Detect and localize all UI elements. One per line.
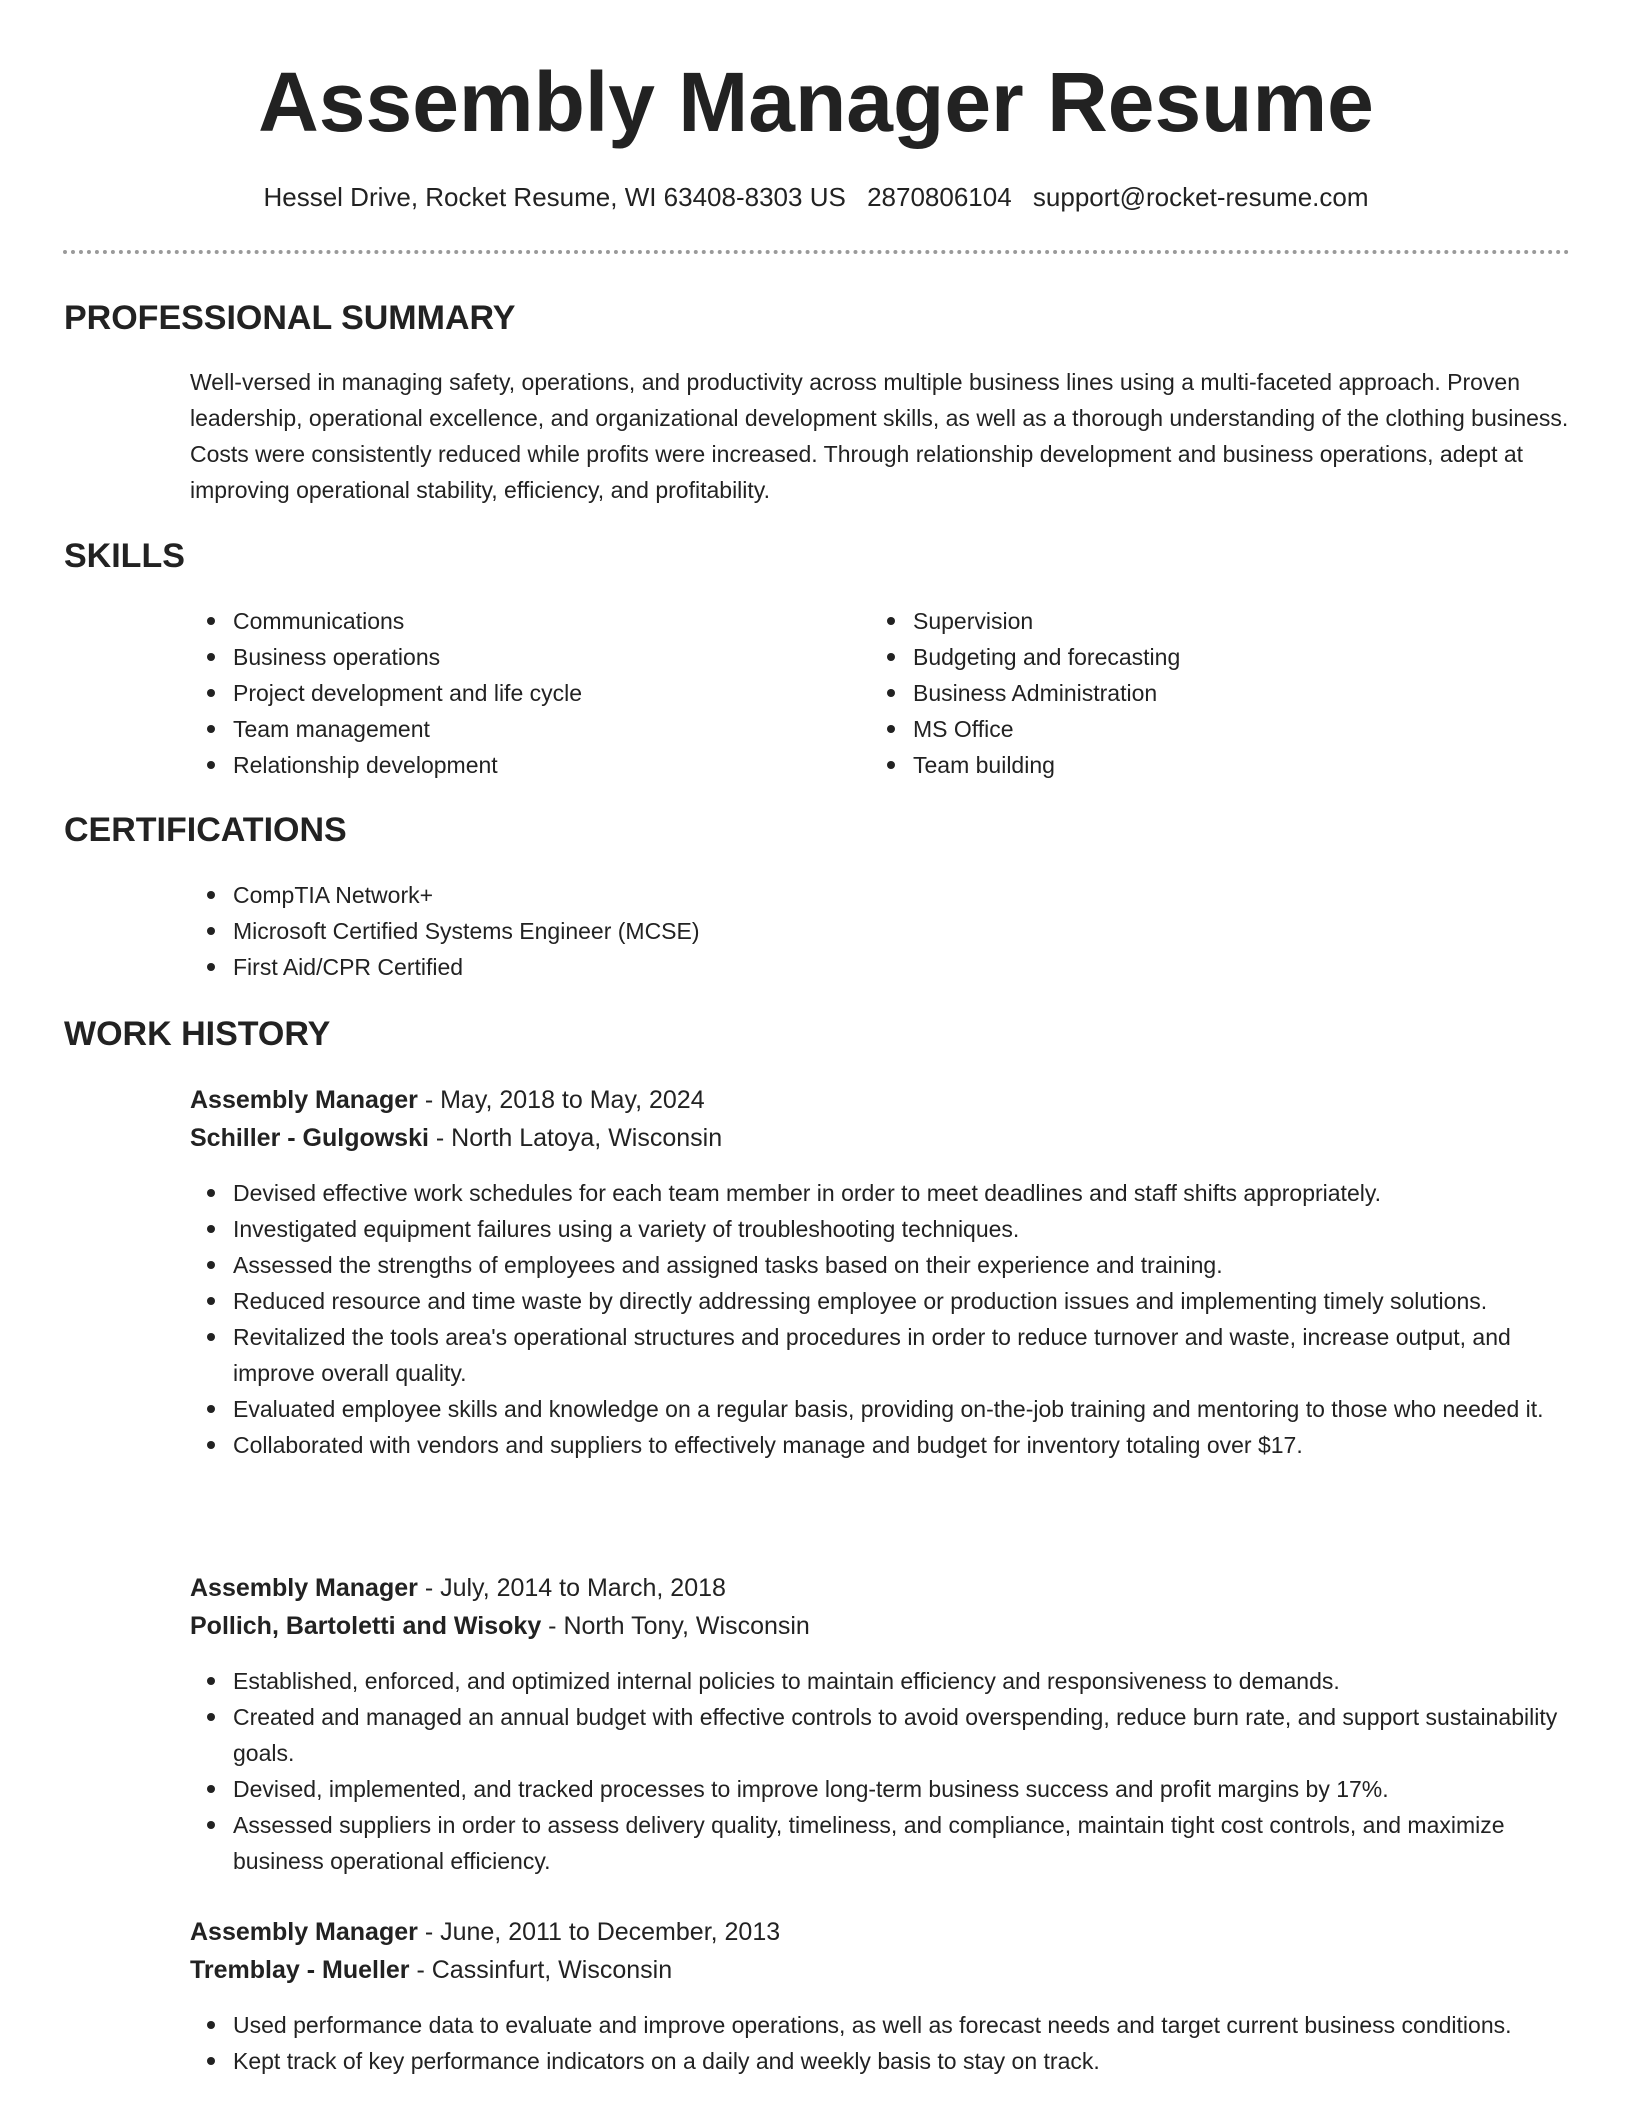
job-company-line xyxy=(190,1119,1570,1157)
job-title: Assembly Manager xyxy=(190,1574,418,1602)
job-company-line xyxy=(190,1951,1570,1989)
skill-item: Supervision xyxy=(870,603,1520,639)
job-duty: Created and managed an annual budget with effective controls to avoid overspending, reduce burn rate, and support sustainability goals. xyxy=(190,1699,1570,1771)
certification-item: CompTIA Network+ xyxy=(190,877,1570,913)
job-title: Assembly Manager xyxy=(190,1918,418,1946)
job-duty: Established, enforced, and optimized internal policies to maintain efficiency and responsiveness to demands. xyxy=(190,1663,1570,1699)
skills-heading: SKILLS xyxy=(64,537,185,575)
certification-item: Microsoft Certified Systems Engineer (MCSE) xyxy=(190,913,1570,949)
job-duties-list xyxy=(190,2007,1570,2079)
job-title-line xyxy=(190,1569,1570,1607)
skill-item: Team building xyxy=(870,747,1520,783)
job-duty: Evaluated employee skills and knowledge on a regular basis, providing on-the-job training and mentoring to those who needed it. xyxy=(190,1391,1570,1427)
job-duty: Assessed suppliers in order to assess delivery quality, timeliness, and compliance, maintain tight cost controls, and maximize business operational efficiency. xyxy=(190,1807,1570,1879)
job-duties-list xyxy=(190,1175,1570,1463)
contact-address: Hessel Drive, Rocket Resume, WI 63408-8303 US xyxy=(263,182,846,212)
job-company: Pollich, Bartoletti and Wisoky xyxy=(190,1612,542,1640)
contact-email: support@rocket-resume.com xyxy=(1032,182,1369,212)
skill-item: Communications xyxy=(190,603,840,639)
summary-text: Well-versed in managing safety, operations, and productivity across multiple business lines using a multi-faceted approach. Proven leadership, operational excellence, and organizational development skills, as well as a thorough understanding of the clothing business. Costs were consistently reduced while profits were increased. Through relationship development and business operations, adept at improving operational stability, efficiency, and profitability. xyxy=(190,369,1569,503)
job-location: - Cassinfurt, Wisconsin xyxy=(409,1956,673,1984)
job-duties-list xyxy=(190,1663,1570,1879)
job-title: Assembly Manager xyxy=(190,1086,418,1114)
job-duty: Devised, implemented, and tracked processes to improve long-term business success and profit margins by 17%. xyxy=(190,1771,1570,1807)
certification-item: First Aid/CPR Certified xyxy=(190,949,1570,985)
job-dates: - May, 2018 to May, 2024 xyxy=(417,1086,705,1114)
job-duty: Kept track of key performance indicators on a daily and weekly basis to stay on track. xyxy=(190,2043,1570,2079)
job-dates: - June, 2011 to December, 2013 xyxy=(417,1918,781,1946)
work-history-heading: WORK HISTORY xyxy=(64,1015,331,1053)
job-duty: Devised effective work schedules for each team member in order to meet deadlines and staff shifts appropriately. xyxy=(190,1175,1570,1211)
contact-phone: 2870806104 xyxy=(867,182,1012,212)
job-location: - North Latoya, Wisconsin xyxy=(428,1124,723,1152)
certifications-list xyxy=(190,877,1570,985)
job-duty: Used performance data to evaluate and improve operations, as well as forecast needs and target current business conditions. xyxy=(190,2007,1570,2043)
skill-item: Business operations xyxy=(190,639,840,675)
contact-line xyxy=(0,180,1632,214)
job-company: Tremblay - Mueller xyxy=(190,1956,410,1984)
resume-title: Assembly Manager Resume xyxy=(258,55,1374,149)
job-company: Schiller - Gulgowski xyxy=(190,1124,429,1152)
skill-item: Business Administration xyxy=(870,675,1520,711)
skill-item: Project development and life cycle xyxy=(190,675,840,711)
job-duty: Revitalized the tools area's operational structures and procedures in order to reduce turnover and waste, increase output, and improve overall quality. xyxy=(190,1319,1570,1391)
job-duty: Reduced resource and time waste by directly addressing employee or production issues and implementing timely solutions. xyxy=(190,1283,1570,1319)
skill-item: Budgeting and forecasting xyxy=(870,639,1520,675)
job-duty: Investigated equipment failures using a variety of troubleshooting techniques. xyxy=(190,1211,1570,1247)
job-title-line xyxy=(190,1913,1570,1951)
job-duty: Collaborated with vendors and suppliers to effectively manage and budget for inventory totaling over $17. xyxy=(190,1427,1570,1463)
job-title-line xyxy=(190,1081,1570,1119)
summary-heading: PROFESSIONAL SUMMARY xyxy=(64,299,516,337)
job-company-line xyxy=(190,1607,1570,1645)
skill-item: Relationship development xyxy=(190,747,840,783)
skill-item: MS Office xyxy=(870,711,1520,747)
skill-item: Team management xyxy=(190,711,840,747)
certifications-heading: CERTIFICATIONS xyxy=(64,811,347,849)
job-duty: Assessed the strengths of employees and assigned tasks based on their experience and training. xyxy=(190,1247,1570,1283)
job-location: - North Tony, Wisconsin xyxy=(541,1612,810,1640)
skills-list-right xyxy=(870,603,1520,783)
skills-list-left xyxy=(190,603,840,783)
job-dates: - July, 2014 to March, 2018 xyxy=(417,1574,726,1602)
header-divider xyxy=(63,250,1570,254)
